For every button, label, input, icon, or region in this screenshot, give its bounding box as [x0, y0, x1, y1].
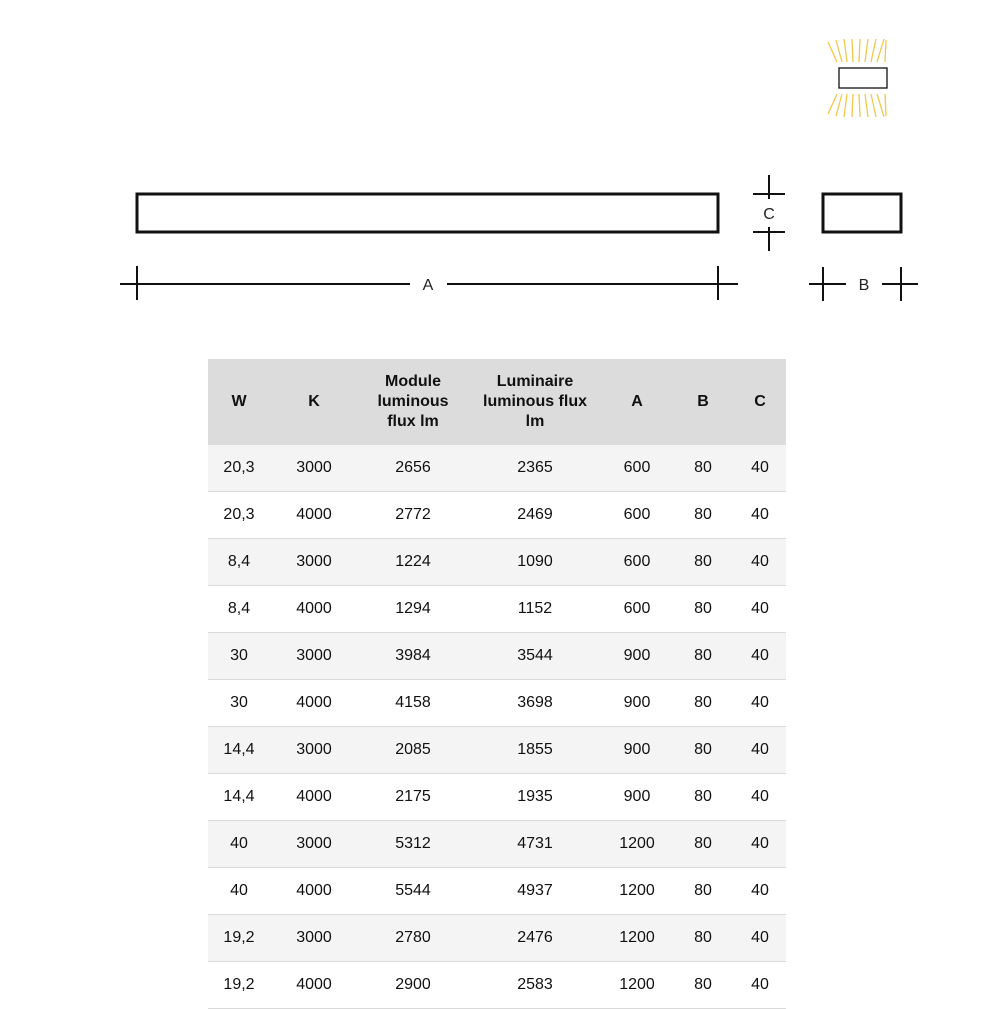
- table-row: [208, 539, 786, 586]
- cell-a: 600: [602, 539, 672, 586]
- cell-c: 40: [734, 586, 786, 633]
- cell-k: 4000: [270, 680, 358, 727]
- cell-a: 1200: [602, 962, 672, 1009]
- table-row: [208, 774, 786, 821]
- cell-k: 4000: [270, 868, 358, 915]
- cell-k: 3000: [270, 539, 358, 586]
- cell-luminaire-flux: 3544: [468, 633, 602, 680]
- cell-w: 14,4: [208, 727, 270, 774]
- cell-module-flux: 2772: [358, 492, 468, 539]
- cell-a: 900: [602, 774, 672, 821]
- cell-w: 14,4: [208, 774, 270, 821]
- cell-b: 80: [672, 445, 734, 492]
- table-row: [208, 445, 786, 492]
- cell-a: 900: [602, 680, 672, 727]
- table-row: [208, 821, 786, 868]
- cell-c: 40: [734, 821, 786, 868]
- cell-k: 3000: [270, 445, 358, 492]
- cell-w: 30: [208, 680, 270, 727]
- cell-module-flux: 1224: [358, 539, 468, 586]
- table-row: [208, 868, 786, 915]
- cell-a: 1200: [602, 821, 672, 868]
- cell-a: 600: [602, 586, 672, 633]
- cell-w: 19,2: [208, 915, 270, 962]
- cell-a: 900: [602, 633, 672, 680]
- col-header-w: W: [208, 359, 270, 445]
- cell-a: 1200: [602, 868, 672, 915]
- cell-module-flux: 5544: [358, 868, 468, 915]
- cell-w: 8,4: [208, 539, 270, 586]
- table-row: [208, 680, 786, 727]
- cell-w: 30: [208, 633, 270, 680]
- cell-b: 80: [672, 680, 734, 727]
- cell-c: 40: [734, 962, 786, 1009]
- table-body: [208, 445, 786, 1009]
- table-row: [208, 727, 786, 774]
- luminaire-side-view: [137, 194, 718, 232]
- cell-k: 3000: [270, 727, 358, 774]
- cell-a: 600: [602, 445, 672, 492]
- cell-k: 3000: [270, 915, 358, 962]
- cell-k: 4000: [270, 774, 358, 821]
- wall-wash-light-icon: [820, 36, 900, 120]
- cell-k: 3000: [270, 821, 358, 868]
- cell-luminaire-flux: 1855: [468, 727, 602, 774]
- cell-c: 40: [734, 774, 786, 821]
- cell-module-flux: 2656: [358, 445, 468, 492]
- cell-luminaire-flux: 4937: [468, 868, 602, 915]
- table-row: [208, 915, 786, 962]
- cell-b: 80: [672, 492, 734, 539]
- cell-b: 80: [672, 868, 734, 915]
- cell-b: 80: [672, 586, 734, 633]
- cell-w: 20,3: [208, 492, 270, 539]
- cell-c: 40: [734, 680, 786, 727]
- col-header-k: K: [270, 359, 358, 445]
- cell-w: 8,4: [208, 586, 270, 633]
- cell-k: 4000: [270, 492, 358, 539]
- cell-b: 80: [672, 821, 734, 868]
- cell-module-flux: 2175: [358, 774, 468, 821]
- cell-module-flux: 2900: [358, 962, 468, 1009]
- dimension-b-label: B: [858, 277, 870, 294]
- cell-c: 40: [734, 727, 786, 774]
- cell-luminaire-flux: 1152: [468, 586, 602, 633]
- cell-luminaire-flux: 2365: [468, 445, 602, 492]
- cell-b: 80: [672, 774, 734, 821]
- cell-module-flux: 3984: [358, 633, 468, 680]
- table-row: [208, 633, 786, 680]
- table-row: [208, 962, 786, 1009]
- cell-w: 40: [208, 821, 270, 868]
- cell-c: 40: [734, 915, 786, 962]
- cell-b: 80: [672, 539, 734, 586]
- spec-table: [208, 359, 786, 1009]
- col-header-module-flux: Module luminous flux lm: [358, 359, 468, 445]
- cell-luminaire-flux: 2476: [468, 915, 602, 962]
- table-row: [208, 586, 786, 633]
- cell-k: 3000: [270, 633, 358, 680]
- dimension-c-label: C: [763, 206, 775, 223]
- table-row: [208, 492, 786, 539]
- cell-module-flux: 2085: [358, 727, 468, 774]
- cell-a: 1200: [602, 915, 672, 962]
- cell-k: 4000: [270, 586, 358, 633]
- col-header-b: B: [672, 359, 734, 445]
- cell-w: 19,2: [208, 962, 270, 1009]
- cell-c: 40: [734, 539, 786, 586]
- cell-b: 80: [672, 915, 734, 962]
- cell-luminaire-flux: 3698: [468, 680, 602, 727]
- header-row: [208, 359, 786, 445]
- col-header-c: C: [734, 359, 786, 445]
- col-header-luminaire-flux: Luminaire luminous flux lm: [468, 359, 602, 445]
- cell-w: 40: [208, 868, 270, 915]
- cell-module-flux: 5312: [358, 821, 468, 868]
- cell-c: 40: [734, 633, 786, 680]
- cell-module-flux: 1294: [358, 586, 468, 633]
- luminaire-end-view: [823, 194, 901, 232]
- cell-module-flux: 2780: [358, 915, 468, 962]
- cell-w: 20,3: [208, 445, 270, 492]
- cell-b: 80: [672, 633, 734, 680]
- cell-luminaire-flux: 2583: [468, 962, 602, 1009]
- cell-a: 600: [602, 492, 672, 539]
- cell-luminaire-flux: 1935: [468, 774, 602, 821]
- cell-c: 40: [734, 868, 786, 915]
- cell-luminaire-flux: 2469: [468, 492, 602, 539]
- col-header-a: A: [602, 359, 672, 445]
- cell-b: 80: [672, 962, 734, 1009]
- dimension-drawing: [0, 160, 1000, 310]
- cell-luminaire-flux: 1090: [468, 539, 602, 586]
- cell-c: 40: [734, 492, 786, 539]
- cell-k: 4000: [270, 962, 358, 1009]
- cell-luminaire-flux: 4731: [468, 821, 602, 868]
- cell-module-flux: 4158: [358, 680, 468, 727]
- cell-a: 900: [602, 727, 672, 774]
- cell-c: 40: [734, 445, 786, 492]
- cell-b: 80: [672, 727, 734, 774]
- dimension-a-label: A: [422, 277, 434, 294]
